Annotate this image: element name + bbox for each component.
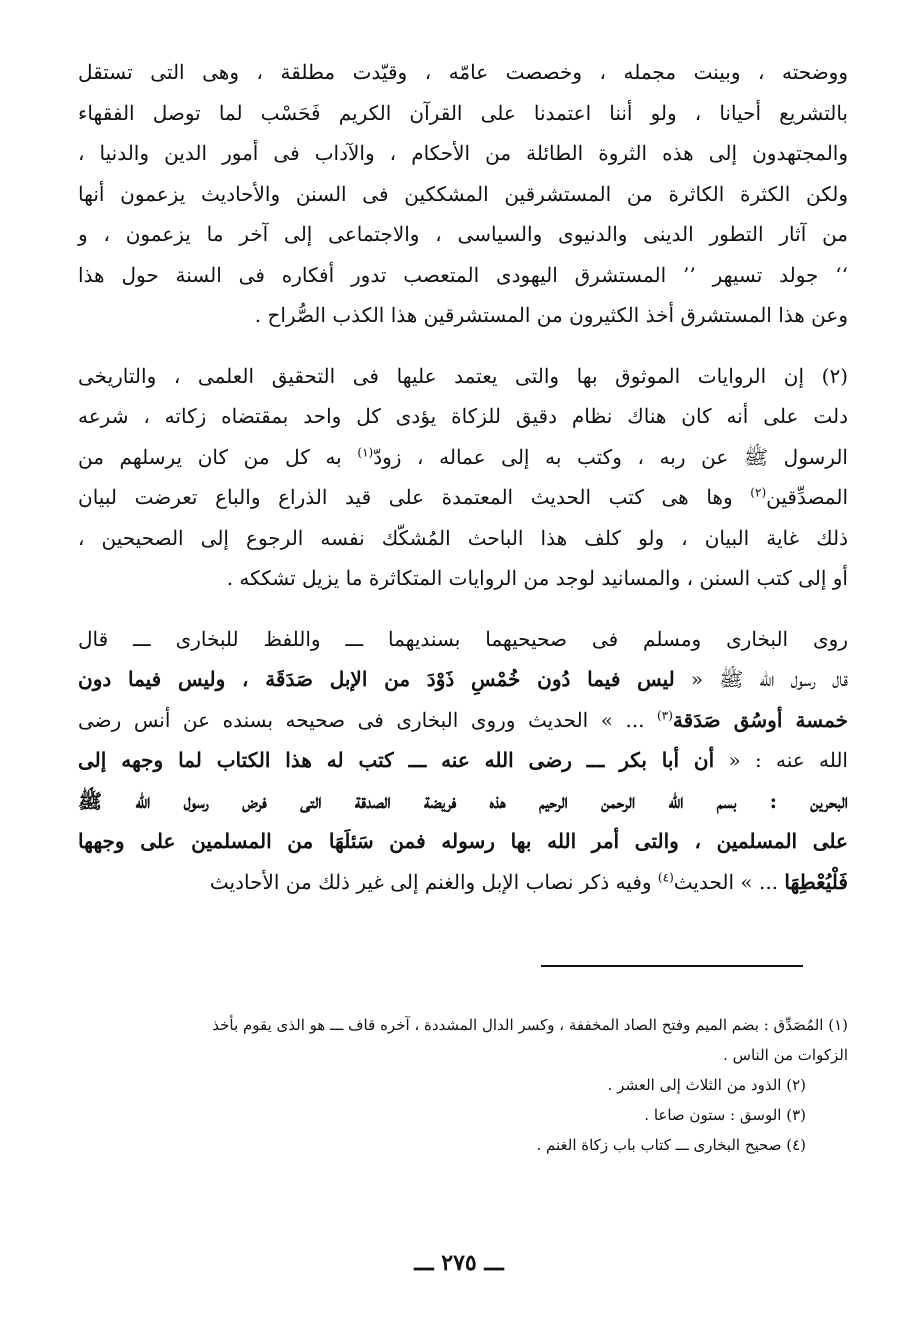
paragraph-3-line-1: روى البخارى ومسلم فى صحيحيهما بسنديهما ـــ واللفظ للبخارى ـــ قال [78,626,848,651]
paragraph-1-line-3: والمجتهدون إلى هذه الثروة الطائلة من الأحكام ، والآداب فى أمور الدين والدنيا ، [78,141,848,165]
paragraph-2-line-4-text-b: وها هى كتب الحديث المعتمدة على قيد الذراع والباع تعرضت لبيان [78,485,751,509]
footnote-1-continuation: الزكوات من الناس . [723,1046,848,1064]
footnote-1: (١) المُصَدِّق : بضم الميم وفتح الصاد المخففة ، وكسر الدال المشددة ، آخره قاف ـــ هو الذى يقوم بأخذ [212,1016,848,1034]
paragraph-3-line-7-text-c: وفيه ذكر نصاب الإبل والغنم إلى غير ذلك من الأحاديث [209,869,658,894]
paragraph-3-line-5: البحرين : بسم الله الرحمن الرحيم هذه فريضة الصدقة التى فرض رسول الله ﷺ [78,788,848,813]
paragraph-2-line-3-text-a: الرسول ﷺ عن ربه ، وكتب به إلى عماله ، زودّ [373,444,848,469]
paragraph-2-line-6: أو إلى كتب السنن ، والمسانيد لوجد من الروايات المتكاثرة ما يزيل تشككه . [226,566,848,590]
footnote-ref-3: (٣) [657,707,673,722]
paragraph-3-line-4-text-a: الله عنه : « [714,748,848,772]
paragraph-2-line-4 [78,477,848,518]
footnote-3: (٣) الوسق : ستون صاعا . [644,1106,806,1124]
paragraph-2-line-5: ذلك غاية البيان ، ولو كلف هذا الباحث المُشكّك نفسه الرجوع إلى الصحيحين ، [78,525,848,550]
paragraph-2-line-4-text-a: المصدِّقين [766,485,848,509]
paragraph-3-line-3 [78,700,848,741]
paragraph-3-line-4 [78,740,848,781]
paragraph-1 [78,52,848,336]
paragraph-3-line-6: على المسلمين ، والتى أمر الله بها رسوله فمن سَئلَهَا من المسلمين على وجهها [78,829,848,853]
footnotes [68,1010,848,1160]
hadith-quote-1-end: خمسة أوسُق صَدَقة [672,707,848,732]
paragraph-1-line-6: ‘‘ جولد تسيهر ’’ المستشرق اليهودى المتعصب تدور أفكاره فى السنة حول هذا [78,262,848,287]
footnote-ref-2: (٢) [750,485,767,500]
footnote-ref-1: (١) [357,444,374,459]
paragraph-1-line-4: ولكن الكثرة الكاثرة من المستشرقين المشككين فى السنن والأحاديث يزعمون أنها [78,181,848,206]
paragraph-1-line-1: ووضحته ، وبينت مجمله ، وخصصت عامّه ، وقيّدت مطلقة ، وهى التى تستقل [78,60,848,84]
hadith-quote-2-end: فَلْيُعْطِهَا [784,869,848,894]
paragraph-3-line-2-text-a: قال رسول الله ﷺ « [674,667,848,691]
paragraph-2-line-1: (٢) إن الروايات الموثوق بها والتى يعتمد عليها فى التحقيق العلمى ، والتاريخى [78,363,848,388]
paragraph-3 [78,619,848,903]
paragraph-2 [78,356,848,599]
paragraph-1-line-5: من آثار التطور الدينى والدنيوى والسياسى ، والاجتماعى إلى آخر ما يزعمون ، و [78,222,848,246]
page-body [78,52,848,902]
paragraph-2-line-2: دلت على أنه كان هناك نظام دقيق للزكاة يؤدى كل واحد بمقتضاه زكاته ، شرعه [78,404,848,428]
paragraph-2-line-3-text-b: به كل من كان يرسلهم من [78,444,358,469]
paragraph-3-line-7-text-b: ... » الحديث [673,869,785,894]
paragraph-2-line-3 [78,437,848,478]
footnote-ref-4: (٤) [657,869,674,884]
paragraph-3-line-7 [78,862,848,903]
paragraph-1-line-7: وعن هذا المستشرق أخذ الكثيرون من المستشرقين هذا الكذب الصُّراح . [254,303,848,327]
footnote-divider [541,965,803,967]
paragraph-3-line-3-text-b: ... » الحديث وروى البخارى فى صحيحه بسنده عن أنس رضى [78,707,658,732]
hadith-quote-2: أن أبا بكر ـــ رضى الله عنه ـــ كتب له هذا الكتاب لما وجهه إلى [78,748,715,772]
hadith-quote-1: ليس فيما دُون خُمْسِ ذَوْدَ من الإبل صَدَقَة ، وليس فيما دون [78,667,675,691]
paragraph-3-line-2 [78,659,848,700]
footnote-4: (٤) صحيح البخارى ـــ كتاب باب زكاة الغنم . [536,1136,806,1154]
paragraph-1-line-2: بالتشريع أحيانا ، ولو أننا اعتمدنا على القرآن الكريم فَحَسْب لما توصل الفقهاء [78,100,848,125]
page-number: ـــ ٢٧٥ ـــ [414,1250,504,1276]
footnote-2: (٢) الذود من الثلاث إلى العشر . [607,1076,806,1094]
